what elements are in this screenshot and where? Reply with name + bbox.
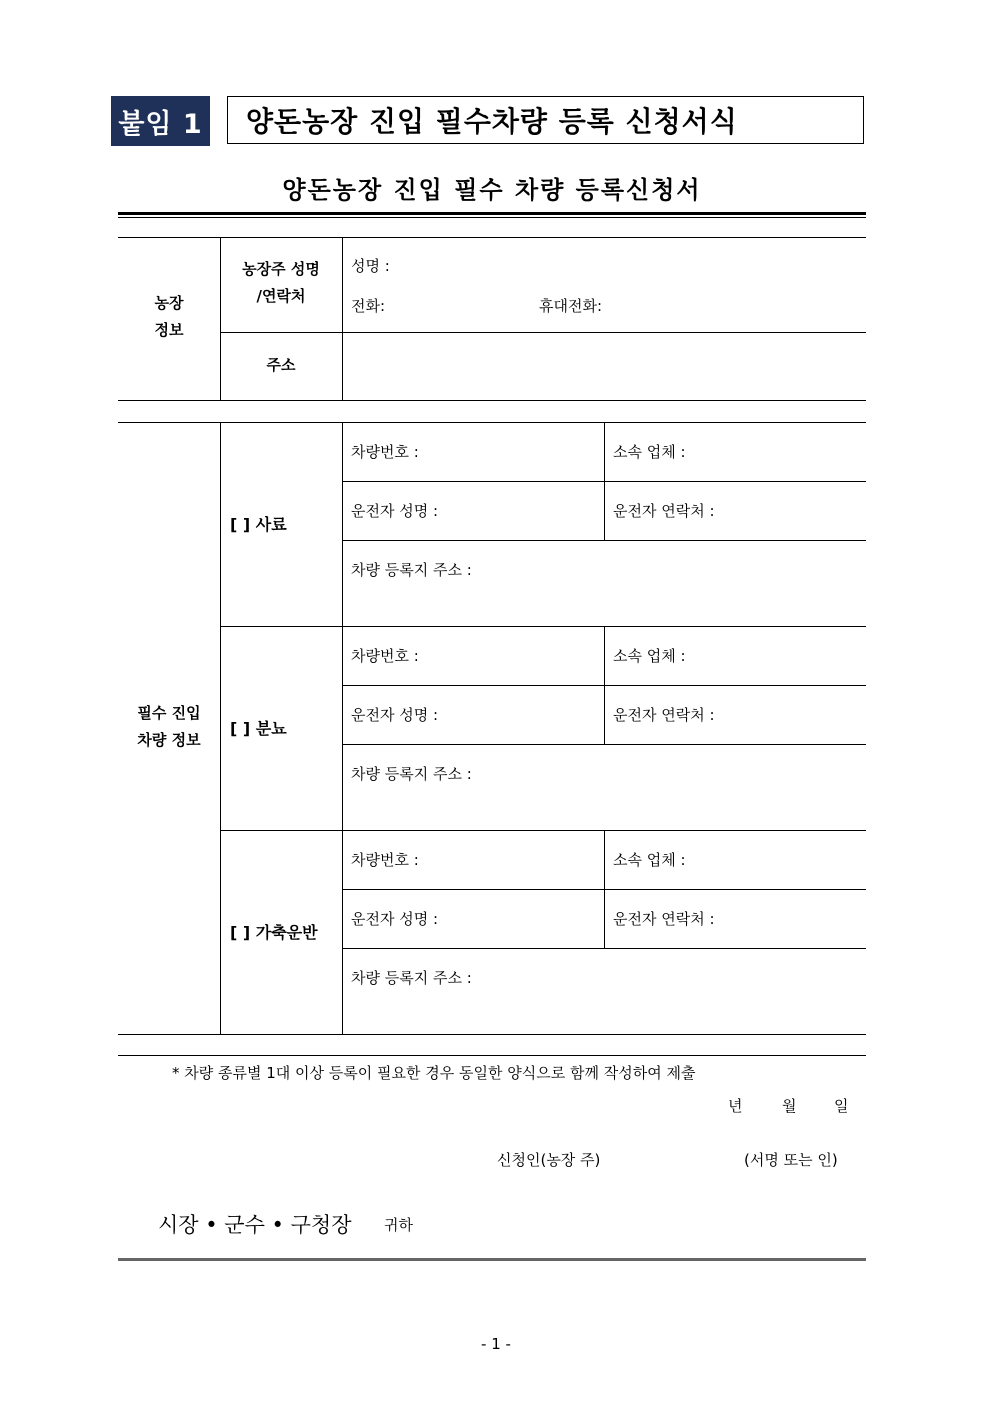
manure-checkbox[interactable]: [ ] 분뇨 [230, 719, 287, 738]
applicant-label: 신청인(농장 주) [497, 1151, 601, 1169]
driver-name-field[interactable]: 운전자 성명 : [351, 502, 439, 520]
title-rule-thick [118, 212, 866, 215]
submission-note: * 차량 종류별 1대 이상 등록이 필요한 경우 동일한 양식으로 함께 작성하여 제출 [172, 1064, 696, 1082]
owner-label: 농장주 성명 /연락처 [242, 260, 320, 305]
title-rule-thin [118, 217, 866, 218]
footer-divider [118, 1055, 866, 1056]
feed-checkbox[interactable]: [ ] 사료 [230, 515, 287, 534]
driver-name-field[interactable]: 운전자 성명 : [351, 910, 439, 928]
vehicle-number-field[interactable]: 차량번호 : [351, 443, 419, 461]
date-year: 년 [728, 1097, 743, 1115]
owner-name-field[interactable]: 성명 : [351, 257, 390, 275]
vehicle-number-field[interactable]: 차량번호 : [351, 647, 419, 665]
address-label: 주소 [266, 356, 296, 374]
honorific: 귀하 [384, 1216, 413, 1234]
vehicle-number-field[interactable]: 차량번호 : [351, 851, 419, 869]
addressee: 시장 • 군수 • 구청장 [158, 1213, 352, 1237]
driver-contact-field[interactable]: 운전자 연락처 : [613, 706, 715, 724]
driver-name-field[interactable]: 운전자 성명 : [351, 706, 439, 724]
date-day: 일 [834, 1097, 849, 1115]
attachment-badge: 붙임 1 [111, 96, 210, 146]
header-title: 양돈농장 진입 필수차량 등록 신청서식 [227, 96, 864, 144]
driver-contact-field[interactable]: 운전자 연락처 : [613, 910, 715, 928]
farm-address-field[interactable] [343, 333, 866, 400]
registration-address-field[interactable]: 차량 등록지 주소 : [351, 969, 472, 987]
driver-contact-field[interactable]: 운전자 연락처 : [613, 502, 715, 520]
company-field[interactable]: 소속 업체 : [613, 443, 686, 461]
registration-address-field[interactable]: 차량 등록지 주소 : [351, 561, 472, 579]
company-field[interactable]: 소속 업체 : [613, 851, 686, 869]
vehicle-info-label: 필수 진입 차량 정보 [137, 704, 201, 749]
date-month: 월 [782, 1097, 797, 1115]
signature-label: (서명 또는 인) [744, 1151, 838, 1169]
mobile-field[interactable]: 휴대전화: [539, 297, 603, 315]
farm-info-label: 농장 정보 [154, 294, 184, 339]
phone-field[interactable]: 전화: [351, 297, 386, 315]
company-field[interactable]: 소속 업체 : [613, 647, 686, 665]
livestock-transport-checkbox[interactable]: [ ] 가축운반 [230, 923, 318, 942]
registration-address-field[interactable]: 차량 등록지 주소 : [351, 765, 472, 783]
bottom-rule [118, 1258, 866, 1261]
page-number: - 1 - [481, 1335, 511, 1353]
form-title: 양돈농장 진입 필수 차량 등록신청서 [282, 176, 702, 204]
